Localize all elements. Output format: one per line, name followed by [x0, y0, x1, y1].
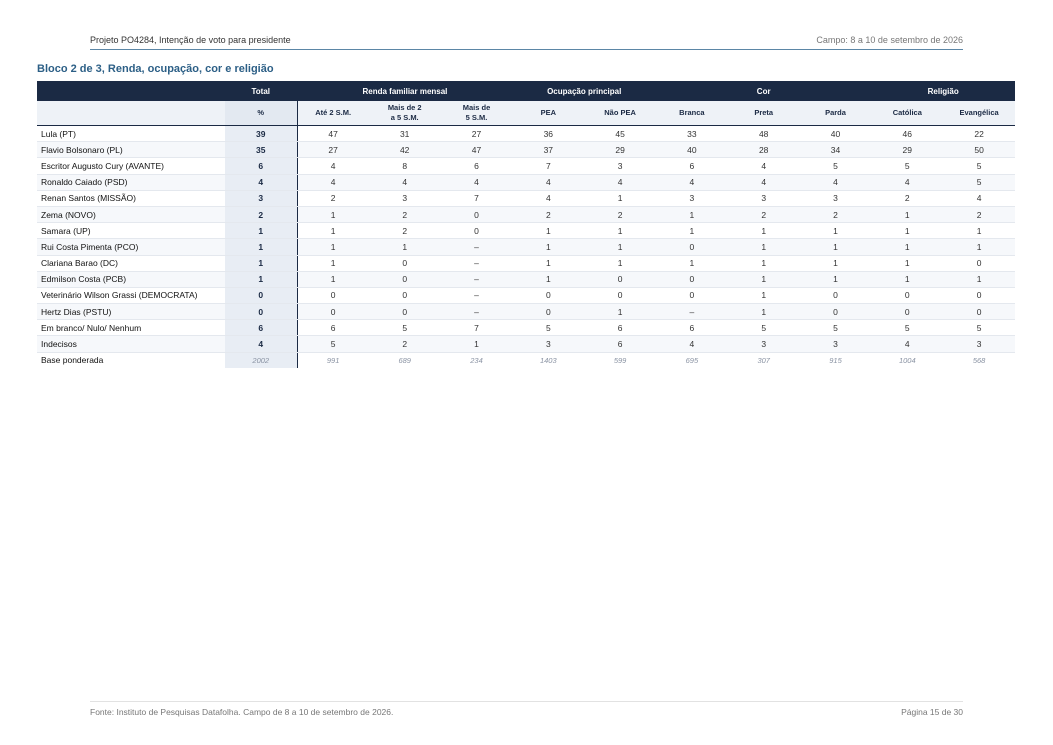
- table-cell: 45: [584, 126, 656, 142]
- sub-header-mais2: Mais de 2 a 5 S.M.: [369, 101, 441, 126]
- table-cell: 27: [297, 142, 369, 158]
- row-label: Rui Costa Pimenta (PCO): [37, 239, 225, 255]
- total-cell: 1: [225, 239, 297, 255]
- row-label: Veterinário Wilson Grassi (DEMOCRATA): [37, 287, 225, 303]
- group-header-row: [37, 81, 1015, 101]
- table-cell: 3: [943, 336, 1015, 352]
- table-cell: 5: [943, 320, 1015, 336]
- table-cell: 1: [800, 223, 872, 239]
- table-cell: 4: [728, 174, 800, 190]
- total-cell: 6: [225, 158, 297, 174]
- table-row: [37, 320, 1015, 336]
- table-cell: 1: [297, 239, 369, 255]
- table-cell: 1: [512, 223, 584, 239]
- table-cell: 1: [441, 336, 513, 352]
- sub-header-naopea: Não PEA: [584, 101, 656, 126]
- total-cell: 1: [225, 223, 297, 239]
- table-cell: 5: [871, 320, 943, 336]
- table-cell: 1: [800, 271, 872, 287]
- table-cell: 4: [512, 190, 584, 206]
- table-cell: 1: [297, 223, 369, 239]
- table-cell: 50: [943, 142, 1015, 158]
- table-cell: 1: [728, 271, 800, 287]
- table-row: [37, 174, 1015, 190]
- page-number: Página 15 de 30: [901, 707, 963, 717]
- table-cell: 915: [800, 352, 872, 368]
- table-cell: 4: [943, 190, 1015, 206]
- table-cell: 48: [728, 126, 800, 142]
- table-cell: 2: [871, 190, 943, 206]
- total-cell: 39: [225, 126, 297, 142]
- total-cell: 1: [225, 255, 297, 271]
- table-cell: 0: [656, 287, 728, 303]
- table-cell: 22: [943, 126, 1015, 142]
- table-cell: 3: [584, 158, 656, 174]
- sub-header-row: [37, 101, 1015, 126]
- row-label: Zema (NOVO): [37, 206, 225, 222]
- table-cell: 6: [584, 336, 656, 352]
- sub-header-total: %: [225, 101, 297, 126]
- table-body: [37, 126, 1015, 368]
- table-cell: 695: [656, 352, 728, 368]
- source-note: Fonte: Instituto de Pesquisas Datafolha. Campo de 8 a 10 de setembro de 2026.: [90, 707, 394, 717]
- project-title: Projeto PO4284, Intenção de voto para presidente: [90, 35, 291, 45]
- table-cell: 1: [800, 255, 872, 271]
- table-cell: 1: [584, 223, 656, 239]
- table-cell: 6: [584, 320, 656, 336]
- table-cell: 7: [441, 320, 513, 336]
- sub-header-ate2: Até 2 S.M.: [297, 101, 369, 126]
- table-cell: 1: [584, 304, 656, 320]
- table-cell: 47: [441, 142, 513, 158]
- table-row: [37, 271, 1015, 287]
- total-cell: 35: [225, 142, 297, 158]
- table-cell: 27: [441, 126, 513, 142]
- table-cell: 47: [297, 126, 369, 142]
- table-cell: 2: [369, 223, 441, 239]
- table-cell: 5: [800, 158, 872, 174]
- table-cell: 5: [871, 158, 943, 174]
- table-cell: 599: [584, 352, 656, 368]
- table-cell: 1: [369, 239, 441, 255]
- total-cell: 3: [225, 190, 297, 206]
- table-cell: 29: [584, 142, 656, 158]
- table-cell: 1: [728, 239, 800, 255]
- table-cell: 5: [800, 320, 872, 336]
- table-cell: 40: [656, 142, 728, 158]
- table-row: [37, 336, 1015, 352]
- total-cell: 2: [225, 206, 297, 222]
- table-cell: 6: [656, 320, 728, 336]
- total-cell: 2002: [225, 352, 297, 368]
- sub-header-pea: PEA: [512, 101, 584, 126]
- table-cell: 0: [297, 287, 369, 303]
- table-cell: –: [441, 287, 513, 303]
- table-cell: 36: [512, 126, 584, 142]
- sub-header-preta: Preta: [728, 101, 800, 126]
- table-cell: 1: [512, 239, 584, 255]
- table-cell: 29: [871, 142, 943, 158]
- group-header-renda: Renda familiar mensal: [297, 81, 512, 101]
- table-cell: –: [441, 271, 513, 287]
- table-cell: 2: [369, 206, 441, 222]
- table-cell: –: [656, 304, 728, 320]
- table-cell: 1: [297, 255, 369, 271]
- page-header: [90, 33, 963, 50]
- table-cell: 991: [297, 352, 369, 368]
- table-cell: 0: [943, 287, 1015, 303]
- table-cell: 46: [871, 126, 943, 142]
- table-cell: 5: [728, 320, 800, 336]
- row-label: Edmilson Costa (PCB): [37, 271, 225, 287]
- table-cell: 31: [369, 126, 441, 142]
- group-header-ocupacao: Ocupação principal: [512, 81, 656, 101]
- row-label: Hertz Dias (PSTU): [37, 304, 225, 320]
- table-row: [37, 206, 1015, 222]
- table-row: [37, 255, 1015, 271]
- total-cell: 4: [225, 336, 297, 352]
- table-cell: 0: [656, 271, 728, 287]
- table-cell: 1: [656, 255, 728, 271]
- table-cell: 1: [584, 239, 656, 255]
- row-label: Renan Santos (MISSÃO): [37, 190, 225, 206]
- group-header-total: Total: [225, 81, 297, 101]
- table-cell: 5: [512, 320, 584, 336]
- table-cell: 1: [512, 271, 584, 287]
- table-cell: –: [441, 255, 513, 271]
- total-cell: 0: [225, 304, 297, 320]
- table-cell: 6: [656, 158, 728, 174]
- table-cell: 3: [728, 336, 800, 352]
- table-cell: 1: [871, 239, 943, 255]
- table-cell: 0: [369, 255, 441, 271]
- group-header-blank: [37, 81, 225, 101]
- total-cell: 1: [225, 271, 297, 287]
- table-cell: 1: [584, 255, 656, 271]
- table-cell: 5: [943, 158, 1015, 174]
- table-cell: –: [441, 304, 513, 320]
- table-cell: 1: [297, 271, 369, 287]
- sub-header-branca: Branca: [656, 101, 728, 126]
- table-cell: 3: [800, 190, 872, 206]
- table-cell: 234: [441, 352, 513, 368]
- table-cell: 1: [800, 239, 872, 255]
- table-row: [37, 190, 1015, 206]
- table-cell: 689: [369, 352, 441, 368]
- table-cell: 1403: [512, 352, 584, 368]
- table-cell: 307: [728, 352, 800, 368]
- table-row: [37, 304, 1015, 320]
- table-cell: 4: [656, 174, 728, 190]
- table-cell: 6: [297, 320, 369, 336]
- table-cell: –: [441, 239, 513, 255]
- table-cell: 40: [800, 126, 872, 142]
- table-row: [37, 287, 1015, 303]
- table-cell: 0: [369, 271, 441, 287]
- sub-header-catolica: Católica: [871, 101, 943, 126]
- table-cell: 2: [943, 206, 1015, 222]
- field-dates: Campo: 8 a 10 de setembro de 2026: [816, 35, 963, 45]
- table-cell: 0: [369, 287, 441, 303]
- block-title: Bloco 2 de 3, Renda, ocupação, cor e religião: [37, 63, 274, 75]
- total-cell: 6: [225, 320, 297, 336]
- table-cell: 3: [728, 190, 800, 206]
- table-row: [37, 158, 1015, 174]
- crosstab-table: [37, 81, 1015, 368]
- base-row: [37, 352, 1015, 368]
- table-cell: 3: [512, 336, 584, 352]
- table-cell: 2: [728, 206, 800, 222]
- group-header-cor: Cor: [656, 81, 871, 101]
- table-cell: 5: [943, 174, 1015, 190]
- table-cell: 1: [512, 255, 584, 271]
- table-cell: 1: [728, 223, 800, 239]
- table-cell: 1: [656, 223, 728, 239]
- table-cell: 1: [728, 287, 800, 303]
- table-cell: 1: [584, 190, 656, 206]
- table-cell: 5: [297, 336, 369, 352]
- sub-header-blank: [37, 101, 225, 126]
- table-cell: 3: [800, 336, 872, 352]
- table-cell: 0: [800, 287, 872, 303]
- table-cell: 4: [584, 174, 656, 190]
- table-cell: 1: [728, 304, 800, 320]
- table-cell: 2: [800, 206, 872, 222]
- row-label: Base ponderada: [37, 352, 225, 368]
- sub-header-evangelica: Evangélica: [943, 101, 1015, 126]
- total-cell: 0: [225, 287, 297, 303]
- table-cell: 7: [441, 190, 513, 206]
- table-cell: 568: [943, 352, 1015, 368]
- table-cell: 7: [512, 158, 584, 174]
- table-row: [37, 126, 1015, 142]
- table-cell: 3: [369, 190, 441, 206]
- table-cell: 0: [441, 206, 513, 222]
- table-cell: 1: [656, 206, 728, 222]
- table-cell: 4: [441, 174, 513, 190]
- row-label: Clariana Barao (DC): [37, 255, 225, 271]
- table-cell: 1: [943, 223, 1015, 239]
- table-cell: 6: [441, 158, 513, 174]
- table-cell: 1: [943, 271, 1015, 287]
- sub-header-parda: Parda: [800, 101, 872, 126]
- total-cell: 4: [225, 174, 297, 190]
- table-cell: 8: [369, 158, 441, 174]
- table-cell: 0: [943, 255, 1015, 271]
- table-cell: 1004: [871, 352, 943, 368]
- group-header-religiao: Religião: [871, 81, 1015, 101]
- row-label: Ronaldo Caiado (PSD): [37, 174, 225, 190]
- table-cell: 1: [871, 255, 943, 271]
- table-cell: 4: [728, 158, 800, 174]
- table-row: [37, 223, 1015, 239]
- table-cell: 0: [656, 239, 728, 255]
- table-cell: 0: [943, 304, 1015, 320]
- table-cell: 42: [369, 142, 441, 158]
- table-cell: 3: [656, 190, 728, 206]
- table-cell: 4: [297, 158, 369, 174]
- table-cell: 4: [800, 174, 872, 190]
- table-cell: 4: [369, 174, 441, 190]
- table-cell: 2: [297, 190, 369, 206]
- table-cell: 0: [871, 304, 943, 320]
- row-label: Samara (UP): [37, 223, 225, 239]
- table-cell: 1: [728, 255, 800, 271]
- table-row: [37, 142, 1015, 158]
- table-cell: 2: [512, 206, 584, 222]
- table-cell: 0: [512, 287, 584, 303]
- row-label: Indecisos: [37, 336, 225, 352]
- table-cell: 0: [297, 304, 369, 320]
- row-label: Escritor Augusto Cury (AVANTE): [37, 158, 225, 174]
- table-row: [37, 239, 1015, 255]
- table-cell: 34: [800, 142, 872, 158]
- table-cell: 1: [943, 239, 1015, 255]
- table-cell: 4: [871, 336, 943, 352]
- table-cell: 5: [369, 320, 441, 336]
- table-cell: 2: [369, 336, 441, 352]
- table-cell: 33: [656, 126, 728, 142]
- table-cell: 1: [297, 206, 369, 222]
- sub-header-mais5: Mais de 5 S.M.: [441, 101, 513, 126]
- table-cell: 1: [871, 223, 943, 239]
- table-cell: 37: [512, 142, 584, 158]
- table-cell: 1: [871, 271, 943, 287]
- table-cell: 0: [441, 223, 513, 239]
- table-cell: 1: [871, 206, 943, 222]
- table-cell: 0: [512, 304, 584, 320]
- table-cell: 0: [584, 287, 656, 303]
- table-cell: 0: [584, 271, 656, 287]
- table-cell: 0: [871, 287, 943, 303]
- table-cell: 4: [656, 336, 728, 352]
- table-cell: 28: [728, 142, 800, 158]
- table-cell: 4: [512, 174, 584, 190]
- table-cell: 4: [871, 174, 943, 190]
- table-cell: 0: [800, 304, 872, 320]
- row-label: Flavio Bolsonaro (PL): [37, 142, 225, 158]
- table-cell: 4: [297, 174, 369, 190]
- table-cell: 2: [584, 206, 656, 222]
- row-label: Lula (PT): [37, 126, 225, 142]
- table-cell: 0: [369, 304, 441, 320]
- page-footer: [90, 701, 963, 720]
- row-label: Em branco/ Nulo/ Nenhum: [37, 320, 225, 336]
